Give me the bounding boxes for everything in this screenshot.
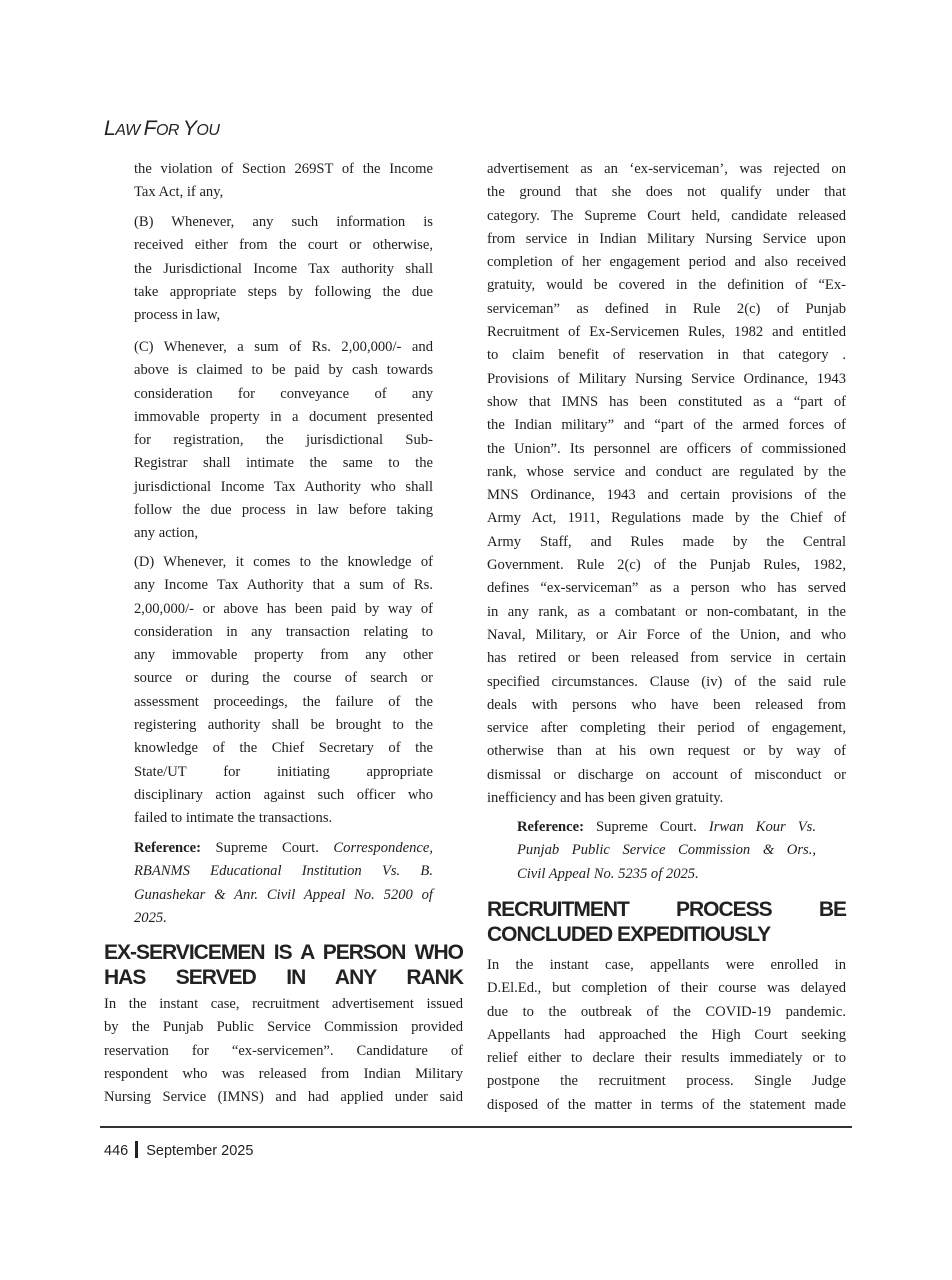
text-line: in any rank, as a combatant or non-combatant, in the (487, 603, 846, 620)
left-section-heading (104, 940, 463, 990)
text-line: process in law, (134, 307, 221, 324)
text-line: jurisdictional Income Tax Authority who shall (134, 478, 433, 495)
text-line: Tax Act, if any, (134, 184, 224, 201)
header-letters: AW (115, 122, 144, 139)
text-line: immovable property in a document presented (134, 408, 433, 425)
right-para-recruitment (487, 954, 846, 1117)
left-para-d (134, 551, 433, 831)
reference-citation: Irwan Kour Vs. (708, 819, 816, 835)
text-line: due to the outbreak of the COVID-19 pandemic. (487, 1003, 846, 1020)
text-line: CONCLUDED EXPEDITIOUSLY (487, 923, 771, 946)
text-line: to claim benefit of reservation in that category . (487, 347, 846, 364)
right-section-heading (487, 897, 846, 947)
text-line: disposed of the matter in terms of the statement made (487, 1096, 846, 1113)
text-line: Army Staff, and Rules made by the Central (487, 533, 846, 550)
text-line: Naval, Military, or Air Force of the Union, and who (487, 626, 846, 643)
text-line: Nursing Service (IMNS) and had applied under said (104, 1089, 463, 1106)
text-line: the Indian military” and “part of the armed forces of (487, 417, 846, 434)
text-line: serviceman” as defined in Rule 2(c) of Punjab (487, 300, 846, 317)
reference-citation: Gunashekar & Anr. Civil Appeal No. 5200 of (134, 886, 433, 903)
text-line: completion of her engagement period and also received (487, 254, 846, 271)
text-line: EX-SERVICEMEN IS A PERSON WHO (104, 941, 463, 964)
text-line: D.El.Ed., but completion of their course was delayed (487, 980, 846, 997)
text-line: category. The Supreme Court held, candidate released (487, 207, 846, 224)
running-header (104, 117, 219, 141)
header-letter: Y (182, 117, 197, 140)
text-line: service after completing their period of engagement, (487, 720, 846, 737)
text-line: Army Act, 1911, Regulations made by the Chief of (487, 510, 846, 527)
text-line: (C) Whenever, a sum of Rs. 2,00,000/- and (134, 339, 433, 355)
text-line: deals with persons who have been released from (487, 696, 846, 713)
text-line: State/UT for initiating appropriate (134, 763, 433, 780)
text-line: for registration, the jurisdictional Sub- (134, 432, 433, 449)
text-line: above is claimed to be paid by cash towards (134, 362, 433, 379)
text-line: gratuity, would be covered in the definition of “Ex- (487, 277, 846, 294)
header-letters: OR (155, 122, 183, 139)
reference-line (134, 837, 433, 860)
text-line: defines “ex-serviceman” as a person who has served (487, 580, 846, 597)
text-line: 2,00,000/- or above has been paid by way of (134, 600, 433, 617)
text-line: from service in Indian Military Nursing Service upon (487, 230, 846, 247)
text-line: any action, (134, 525, 199, 542)
text-line: disciplinary action against such officer who (134, 786, 433, 803)
left-para-b (134, 211, 433, 327)
reference-line (517, 816, 816, 839)
text-line: In the instant case, recruitment advertisement issued (104, 996, 463, 1012)
text-line: Appellants had approached the High Court seeking (487, 1026, 846, 1043)
right-reference (517, 816, 816, 886)
text-line: rank, whose service and conduct are regulated by the (487, 463, 846, 480)
text-line: dismissal or discharge on account of misconduct or (487, 766, 846, 783)
text-line: follow the due process in law before taking (134, 502, 433, 519)
text-line: source or during the course of search or (134, 670, 433, 687)
reference-label: Reference: (517, 819, 584, 835)
text-line: advertisement as an ‘ex-serviceman’, was rejected on (487, 161, 846, 177)
text-line: otherwise than at his own request or by way of (487, 743, 846, 760)
page-number: 446 (104, 1143, 129, 1159)
text-line: the Jurisdictional Income Tax authority shall (134, 260, 433, 277)
text-line: MNS Ordinance, 1943 and certain provisions of the (487, 487, 846, 504)
right-para-1 (487, 158, 846, 810)
text-line: the ground that she does not qualify under that (487, 184, 846, 201)
text-line: the violation of Section 269ST of the Income (134, 161, 433, 177)
text-line: Recruitment of Ex-Servicemen Rules, 1982 and entitled (487, 324, 846, 341)
header-letter: F (143, 117, 156, 140)
text-line: show that IMNS has been constituted as a “part of (487, 393, 846, 410)
reference-citation: RBANMS Educational Institution Vs. B. (134, 863, 433, 880)
text-line: Registrar shall intimate the same to the (134, 455, 433, 472)
reference-court: Supreme Court. (583, 819, 709, 835)
text-line: (B) Whenever, any such information is (134, 214, 433, 230)
header-letter: L (104, 117, 116, 140)
reference-citation: Civil Appeal No. 5235 of 2025. (517, 865, 699, 882)
text-line: the Union”. Its personnel are officers of commissioned (487, 440, 846, 457)
text-line: specified circumstances. Clause (iv) of the said rule (487, 673, 846, 690)
text-line: assessment proceedings, the failure of the (134, 693, 433, 710)
text-line: reservation for “ex-servicemen”. Candidature of (104, 1042, 463, 1059)
text-line: Government. Rule 2(c) of the Punjab Rules, 1982, (487, 557, 846, 574)
text-line: knowledge of the Chief Secretary of the (134, 740, 433, 757)
text-line: postpone the recruitment process. Single Judge (487, 1073, 846, 1090)
left-para-1 (134, 158, 433, 205)
text-line: registering authority shall be brought to the (134, 717, 433, 734)
issue-date: September 2025 (146, 1143, 254, 1159)
footer-rule (100, 1126, 852, 1128)
text-line: take appropriate steps by following the due (134, 283, 433, 300)
footer (104, 1141, 253, 1159)
header-letters: OU (196, 122, 220, 139)
text-line: RECRUITMENT PROCESS BE (487, 898, 846, 921)
left-para-ex-servicemen (104, 993, 463, 1109)
reference-citation: Punjab Public Service Commission & Ors., (517, 842, 816, 859)
text-line: Provisions of Military Nursing Service Ordinance, 1943 (487, 370, 846, 387)
footer-divider (135, 1141, 138, 1158)
text-line: respondent who was released from Indian Military (104, 1065, 463, 1082)
text-line: In the instant case, appellants were enrolled in (487, 957, 846, 973)
reference-court: Supreme Court. (200, 840, 334, 856)
text-line: inefficiency and has been given gratuity. (487, 790, 724, 807)
left-para-c (134, 336, 433, 546)
text-line: relief either to declare their results immediately or to (487, 1050, 846, 1067)
left-reference (134, 837, 433, 930)
text-line: by the Punjab Public Service Commission provided (104, 1019, 463, 1036)
text-line: HAS SERVED IN ANY RANK (104, 966, 463, 989)
text-line: consideration in any transaction relating to (134, 623, 433, 640)
text-line: received either from the court or otherwise, (134, 237, 433, 254)
text-line: has retired or been released from service in certain (487, 650, 846, 667)
text-line: any Income Tax Authority that a sum of Rs. (134, 577, 433, 594)
text-line: consideration for conveyance of any (134, 385, 433, 402)
reference-citation: Correspondence, (333, 840, 433, 856)
text-line: any immovable property from any other (134, 647, 433, 664)
reference-citation: 2025. (134, 909, 167, 926)
text-line: (D) Whenever, it comes to the knowledge of (134, 554, 433, 570)
reference-label: Reference: (134, 840, 201, 856)
text-line: failed to intimate the transactions. (134, 810, 333, 827)
